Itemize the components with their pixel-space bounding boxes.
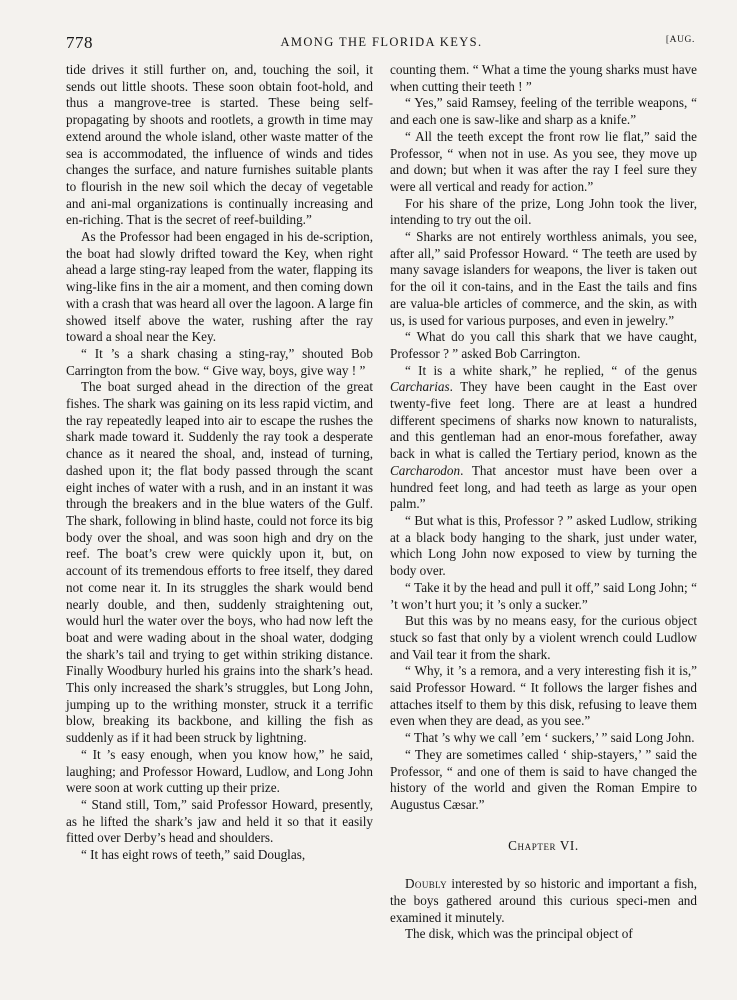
running-title: AMONG THE FLORIDA KEYS. bbox=[280, 35, 483, 49]
paragraph: “ Yes,” said Ramsey, feeling of the terrible weapons, “ and each one is saw-like and sharp as a knife.” bbox=[390, 95, 697, 128]
paragraph: As the Professor had been engaged in his de-scription, the boat had slowly drifted toward the Key, when right ahead a large sting-ray leaped from the water, flapping its wing-like fins in the air a moment, and then coming down with a crash that was heard all over the lagoon. A large fin showed itself above the water, rushing after the ray toward a shoal near the Key. bbox=[66, 229, 374, 345]
chapter-heading: Chapter VI. bbox=[508, 837, 579, 853]
paragraph: “ Stand still, Tom,” said Professor Howard, presently, as he lifted the shark’s jaw and held it so that it easily fitted over Derby’s head and shoulders. bbox=[66, 796, 373, 846]
paragraph: “ It has eight rows of teeth,” said Douglas, bbox=[81, 847, 306, 863]
paragraph: “ They are sometimes called ‘ ship-stayers,’ ” said the Professor, “ and one of them is said to have changed the history of the world and given the Roman Empire to Augustus Cæsar.” bbox=[390, 746, 697, 812]
paragraph: “ It ’s easy enough, when you know how,” he said, laughing; and Professor Howard, Ludlow, and Long John were soon at work cutting up their prize. bbox=[66, 746, 373, 796]
left-column bbox=[66, 62, 373, 943]
right-column bbox=[390, 62, 697, 943]
paragraph-genus bbox=[390, 363, 697, 513]
paragraph: The disk, which was the principal object of bbox=[405, 926, 633, 942]
paragraph: “ Sharks are not entirely worthless animals, you see, after all,” said Professor Howard. “ The teeth are used by many savage islanders for weapons, the liver is taken out for the oil it con-tains, and in the East the tails and fins are valua-ble articles of commerce, and the skin, as with us, is used for various purposes, and even in jewelry.” bbox=[390, 229, 697, 328]
text-columns bbox=[66, 62, 697, 943]
text-run: . That ancestor must have been over a hundred feet long, and had teeth as large as your open palm.” bbox=[390, 462, 697, 512]
ancestor-name: Carcharodon bbox=[390, 462, 461, 478]
genus-name: Carcharias bbox=[390, 379, 450, 395]
paragraph: “ What do you call this shark that we have caught, Professor ? ” asked Bob Carrington. bbox=[390, 329, 697, 361]
paragraph: “ Why, it ’s a remora, and a very interesting fish it is,” said Professor Howard. “ It follows the larger fishes and attaches itself to them by this disk, refusing to leave them even when they are dead, as you see.” bbox=[390, 663, 697, 729]
text-run: “ It is a white shark,” he replied, “ of the genus bbox=[405, 362, 697, 378]
running-month: [AUG. bbox=[665, 35, 695, 45]
text-run: interested by so historic and important a fish, the boys gathered around this curious speci-men and examined it minutely. bbox=[390, 876, 697, 925]
paragraph: But this was by no means easy, for the curious object stuck so fast that only by a violent wrench could Ludlow and Vail tear it from the shark. bbox=[390, 613, 697, 662]
page-number: 778 bbox=[66, 33, 93, 52]
paragraph: counting them. “ What a time the young sharks must have when cutting their teeth ! ” bbox=[390, 62, 697, 94]
paragraph: tide drives it still further on, and, touching the soil, it sends out little shoots. These soon obtain foot-hold, and thus a mangrove-tree is started. These being self-propagating by shoots and rootlets, a growth in time may extend around the whole island, other waste matter of the sea is accommodated, the influence of winds and tides changes the surface, and nature furnishes suitable plants to flourish in the new soil which the decay of vegetable and ani-mal organizations is continually increasing and en-riching. That is the secret of reef-building.” bbox=[66, 62, 373, 228]
paragraph: “ All the teeth except the front row lie flat,” said the Professor, “ when not in use. As you see, they move up and down; but when it was after the ray I feel sure they were all vertical and ready for action.” bbox=[390, 128, 697, 194]
running-head bbox=[66, 28, 697, 62]
paragraph: For his share of the prize, Long John took the liver, intending to try out the oil. bbox=[390, 195, 697, 228]
text-run: . They have been caught in the East over twenty-five feet long. There are at least a hundred different specimens of sharks now known to naturalists, and this gentleman had an enor-mous forefather, away back in what is called the Tertiary period, known as the bbox=[390, 379, 697, 462]
paragraph: “ That ’s why we call ’em ‘ suckers,’ ” said Long John. bbox=[405, 730, 695, 746]
chapter-lead-word: Doubly bbox=[405, 876, 448, 892]
chapter-first-paragraph bbox=[390, 876, 697, 926]
paragraph: “ Take it by the head and pull it off,” said Long John; “ ’t won’t hurt you; it ’s only a sucker.” bbox=[390, 579, 697, 612]
paragraph: The boat surged ahead in the direction of the great fishes. The shark was gaining on its less rapid victim, and the ray repeatedly leaped into air to escape the rushes the shark made toward it. Suddenly the ray took a desperate chance as it neared the shoal, and, instead of turning, dashed upon it; the flat body passed through the scant eight inches of water with a rush, and in an instant it was through the breakers and in the blue waters of the Gulf. The shark, following in blind haste, could not force its big body over the shoal, and was soon high and dry on the reef. The boat’s crew were quickly upon it, but, on account of its tremendous efforts to free itself, they dared not come near it. In its struggles the shark would bend nearly double, and then, suddenly straightening out, would hurl the water over the boys, who had now left the boat and were wading about in the shoal water, dodging the shark’s tail and trying to get within striking distance. Finally Woodbury hurled his grains into the shark’s head. This only increased the shark’s struggles, but Long John, jumping up to the writhing monster, struck it a terrific blow, breaking its backbone, and killing the fish as suddenly as if it had been struck by lightning. bbox=[66, 379, 373, 746]
paragraph: “ It ’s a shark chasing a sting-ray,” shouted Bob Carrington from the bow. “ Give way, boys, give way ! ” bbox=[66, 345, 373, 378]
paragraph: “ But what is this, Professor ? ” asked Ludlow, striking at a black body hanging to the shark, just under water, which Long John now exposed to view by turning the body over. bbox=[390, 512, 697, 579]
